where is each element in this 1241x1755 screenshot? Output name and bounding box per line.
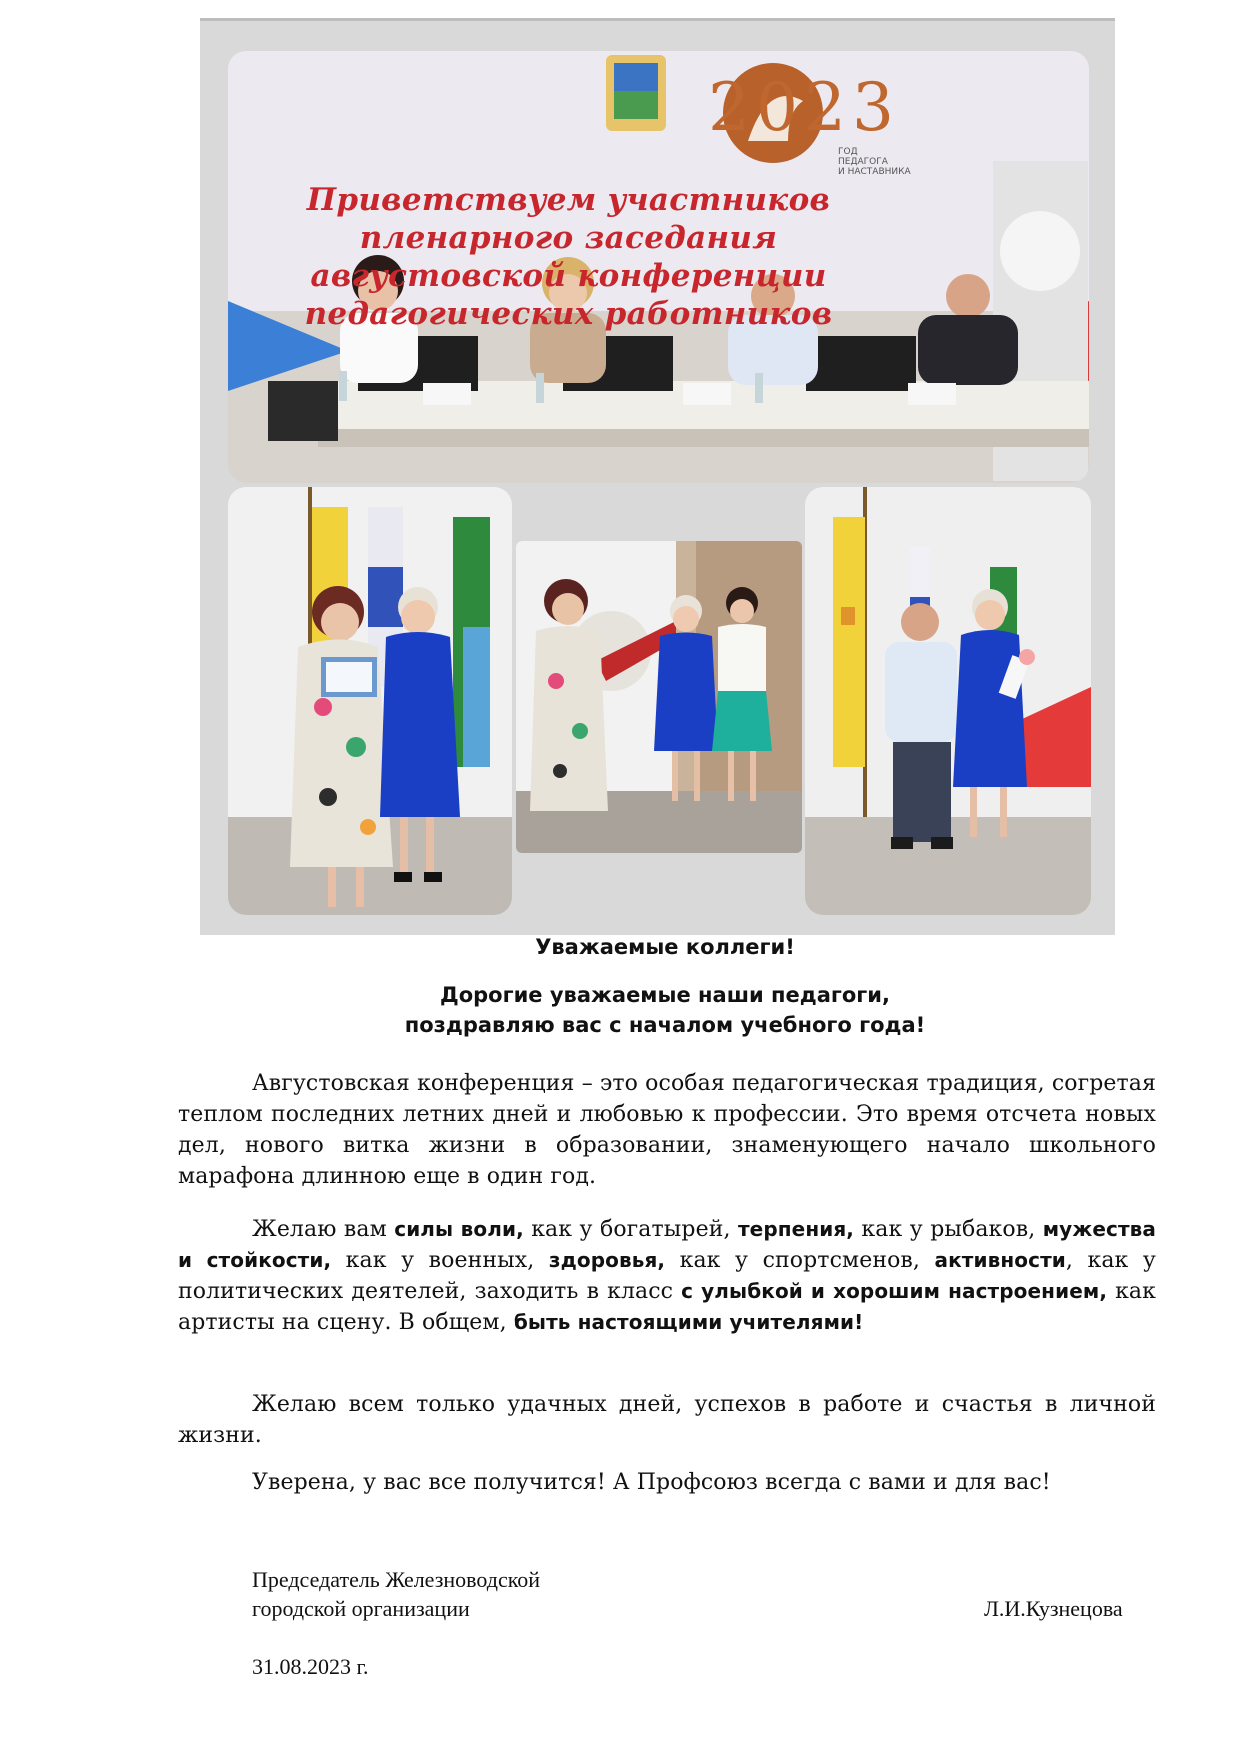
signature-date: 31.08.2023 г. <box>252 1654 369 1679</box>
group-scene-middle <box>516 541 802 853</box>
subgreeting-line-1: Дорогие уважаемые наши педагоги, <box>440 983 890 1007</box>
paragraph-good-days-text: Желаю всем только удачных дней, успехов в работе и счастья в личной жизни. <box>178 1392 1156 1448</box>
subgreeting <box>170 980 1160 1040</box>
award-photo-right <box>805 487 1091 915</box>
paragraph-confidence <box>178 1467 1156 1498</box>
photo-collage <box>200 18 1115 935</box>
banner-headline: Приветствуем участников пленарного заседания августовской конференции педагогических работников <box>304 182 833 332</box>
group-photo-middle <box>516 541 802 853</box>
paragraph-wishes: Желаю вам силы воли, как у богатырей, терпения, как у рыбаков, мужества и стойкости, как у военных, здоровья, как у спортсменов, активности, как у политических деятелей, заходить в класс с улыбкой и хорошим настроением, как артисты на сцену. В общем, быть настоящими учителями! <box>178 1217 1156 1335</box>
signature-title-line-1: Председатель Железноводской <box>252 1567 541 1592</box>
coat-of-arms-icon <box>606 55 666 131</box>
award-photo-left <box>228 487 512 915</box>
flowers <box>1019 649 1035 665</box>
paragraph-conference <box>178 1068 1156 1192</box>
signature-name: Л.И.Кузнецова <box>984 1596 1123 1621</box>
paragraph-good-days <box>178 1389 1156 1451</box>
paragraph-confidence-text: Уверена, у вас все получится! А Профсоюз всегда с вами и для вас! <box>252 1470 1051 1495</box>
paragraph-conference-text: Августовская конференция – это особая педагогическая традиция, согретая теплом последних летних дней и любовью к профессии. Это время отсчета новых дел, нового витка жизни в образовании, знаменующего начало школьного марафона длинною еще в один год. <box>178 1071 1156 1189</box>
presidium-photo <box>228 51 1089 483</box>
signature-title-line-2: городской организации <box>252 1596 470 1621</box>
subgreeting-line-2: поздравляю вас с началом учебного года! <box>404 1013 926 1037</box>
year-logo: 2023 <box>708 69 900 146</box>
greeting-heading: Уважаемые коллеги! <box>535 935 795 959</box>
award-scene-left <box>228 487 512 915</box>
year-logo-subtitle: ГОД ПЕДАГОГА И НАСТАВНИКА <box>838 147 911 177</box>
award-scene-right <box>805 487 1091 915</box>
signature-title <box>252 1565 540 1623</box>
flag-yellow-2 <box>833 517 865 767</box>
